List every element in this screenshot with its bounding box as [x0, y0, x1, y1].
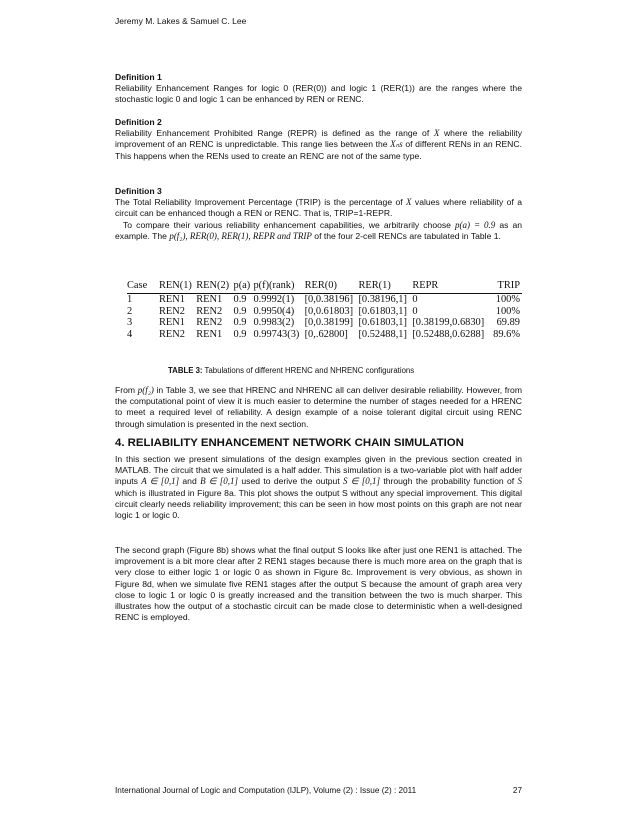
table-header-cell: RER(0) — [305, 278, 359, 294]
table-header-cell: p(a) — [234, 278, 254, 294]
table-cell: [0.38196,1] — [358, 294, 407, 305]
section-4-paragraph-1 — [115, 454, 522, 521]
definition-2-text-b: where the reliability improvement of an RENC is unpredictable. This range lies between the — [115, 128, 522, 150]
table-header-cell: Case — [127, 278, 159, 294]
table-cell: 1 — [127, 294, 133, 305]
table-cell: [0.38199,0.6830] — [412, 317, 485, 328]
symbol-s: S — [517, 476, 522, 487]
table-cell: [0,0.38196] — [304, 294, 354, 305]
footer-journal: International Journal of Logic and Computation (IJLP), Volume (2) : Issue (2) : 2011 — [115, 786, 417, 795]
paragraph-text: used to derive the output — [241, 476, 340, 487]
running-header: Jeremy M. Lakes & Samuel C. Lee — [115, 16, 247, 26]
table-cell: REN2 — [159, 305, 185, 317]
definition-2-title: Definition 2 — [115, 117, 162, 127]
table-cell: 0.9 — [233, 317, 247, 328]
definition-2-text-a: Reliability Enhancement Prohibited Range (REPR) is defined as the range of — [115, 128, 430, 139]
table-cell: 2 — [127, 305, 133, 317]
table-cell: REN1 — [159, 317, 185, 328]
definition-2-text-c: of different RENs in an RENC. This happens when the RENs used to create an RENC are not of the same type. — [115, 139, 522, 161]
definition-1-text: Reliability Enhancement Ranges for logic 0 (RER(0)) and logic 1 (RER(1)) are the ranges where the stochastic logic 0 and logic 1 can be enhanced by REN or RENC. — [115, 83, 522, 105]
paragraph-text: as an example. The — [115, 219, 523, 241]
table-caption — [168, 366, 414, 375]
symbol-x: X — [433, 128, 440, 139]
table-cell: 3 — [127, 317, 133, 328]
table-row — [127, 294, 522, 306]
definition-3-title: Definition 3 — [115, 186, 162, 196]
table-caption-text: Tabulations of different HRENC and NHRENC configurations — [204, 366, 415, 375]
table-header-cell: p(f)(rank) — [253, 278, 304, 294]
paragraph-text: in Table 3, we see that HRENC and NHRENC all can deliver desirable reliability. However, from the computational point of view it is much easier to determine the number of stages needed for a HRENC to meet a required level of reliability. A design example of a noise tolerant digital circuit using RENC through simulation is presented in the next section. — [115, 385, 522, 429]
table-header-cell: TRIP — [491, 278, 522, 294]
definition-1 — [115, 72, 522, 106]
symbol-s-range: S ∈ [0,1] — [343, 476, 381, 487]
table-cell: 100% — [495, 294, 520, 305]
table-cell: [0,.62800] — [304, 328, 348, 340]
table-row — [127, 306, 522, 318]
symbol-a-range: A ∈ [0,1] — [141, 476, 180, 487]
table-cell: REN1 — [196, 328, 223, 340]
table-header-cell: REN(2) — [196, 278, 233, 294]
table-cell: [0.61803,1] — [358, 305, 407, 317]
page-number: 27 — [512, 786, 522, 795]
paragraph-text: through the probability function of — [383, 476, 515, 487]
table-cell: [0.52488,0.6288] — [412, 328, 485, 340]
definition-3-text-b: values where reliability of a circuit can be enhanced though a REN or RENC. That is, TRIP=1-REPR. — [115, 197, 522, 219]
table-cell: 0.9 — [233, 328, 247, 340]
table-cell: REN2 — [159, 328, 185, 340]
definition-2 — [115, 117, 522, 162]
table-cell: REN1 — [196, 294, 223, 305]
table-cell: 0.9 — [233, 294, 247, 305]
table-cell: 0.9983(2) — [253, 317, 295, 328]
table-cell: [0.52488,1] — [358, 328, 407, 340]
table-cell: REN2 — [196, 305, 223, 317]
table-cell: [0,0.38199] — [304, 317, 354, 328]
definition-3-paragraph-2 — [115, 220, 522, 242]
paragraph-text: From — [115, 385, 136, 395]
symbol-pf: p(f₂) — [137, 385, 154, 395]
table-cell: 0.9992(1) — [253, 294, 295, 305]
table-row — [127, 329, 522, 341]
paragraph-text: In this section we present simulations of the design examples given in the previous section created in MATLAB. The circuit that we simulated is a half adder. This simulation is a two-variable plot with half adder inputs — [115, 454, 522, 487]
table-cell: [0,0.61803] — [304, 305, 354, 317]
symbol-xn: Xₙs — [390, 139, 403, 150]
table-caption-label: TABLE 3: — [168, 366, 203, 375]
table-header-cell: REPR — [412, 278, 491, 294]
table-cell: REN2 — [196, 317, 223, 328]
symbol-pa: p(a) = 0.9 — [455, 219, 496, 230]
definition-1-title: Definition 1 — [115, 72, 162, 82]
table-cell: 0.99743(3) — [253, 328, 300, 340]
section-4-title: 4. RELIABILITY ENHANCEMENT NETWORK CHAIN SIMULATION — [115, 437, 464, 449]
table-cell: REN1 — [159, 294, 185, 305]
table-cell: 100% — [495, 305, 520, 317]
definition-3-text-a: The Total Reliability Improvement Percentage (TRIP) is the percentage of — [115, 197, 403, 208]
table-cell: 89.6% — [493, 328, 520, 340]
symbol-list: p(f₂), RER(0), RER(1), REPR and TRIP — [169, 230, 312, 241]
table-cell: 0.9 — [233, 305, 247, 317]
table — [127, 278, 522, 340]
table-cell: [0.61803,1] — [358, 317, 407, 328]
table-cell: 0 — [412, 294, 418, 305]
paragraph-text: of the four 2-cell RENCs are tabulated in Table 1. — [314, 230, 501, 241]
paragraph-text: and — [182, 476, 197, 487]
table-cell: 0 — [412, 305, 418, 317]
definition-2-text — [115, 128, 522, 162]
definition-3-text — [115, 197, 522, 219]
table-row — [127, 317, 522, 329]
page-footer — [115, 786, 522, 795]
definition-3 — [115, 186, 522, 242]
section-4-paragraph-2: The second graph (Figure 8b) shows what the final output S looks like after just one REN1 is attached. The improvement is a bit more clear after 2 REN1 stages because there is much more area on the graph that is very close to either logic 1 or logic 0 as shown in Figure 8c. Improvement is very obvious, as shown in Figure 8d, when we simulate five REN1 stages after the output S because the amount of graph area very close to logic 1 or logic 0 is greatly increased and the transition between the two is much sharper. This illustrates how the output of a stochastic circuit can be made close to deterministic when a well-designed RENC is employed. — [115, 545, 522, 623]
symbol-x: X — [406, 197, 412, 208]
table-cell: 4 — [127, 328, 133, 340]
table-header-cell: RER(1) — [358, 278, 412, 294]
paragraph-after-table — [115, 385, 522, 430]
table-cell: 0.9950(4) — [253, 305, 295, 317]
table-cell: 69.89 — [496, 317, 520, 328]
paragraph-text: To compare their various reliability enhancement capabilities, we arbitrarily choose — [123, 219, 451, 230]
symbol-b-range: B ∈ [0,1] — [200, 476, 239, 487]
table-header-row — [127, 278, 522, 294]
reliability-table — [127, 278, 522, 340]
paragraph-text: which is illustrated in Figure 8a. This plot shows the output S without any special improvement. This digital circuit clearly needs reliability improvement; this can be seen in how most points on this graph are not near logic 1 or logic 0. — [115, 487, 522, 521]
table-header-cell: REN(1) — [159, 278, 196, 294]
